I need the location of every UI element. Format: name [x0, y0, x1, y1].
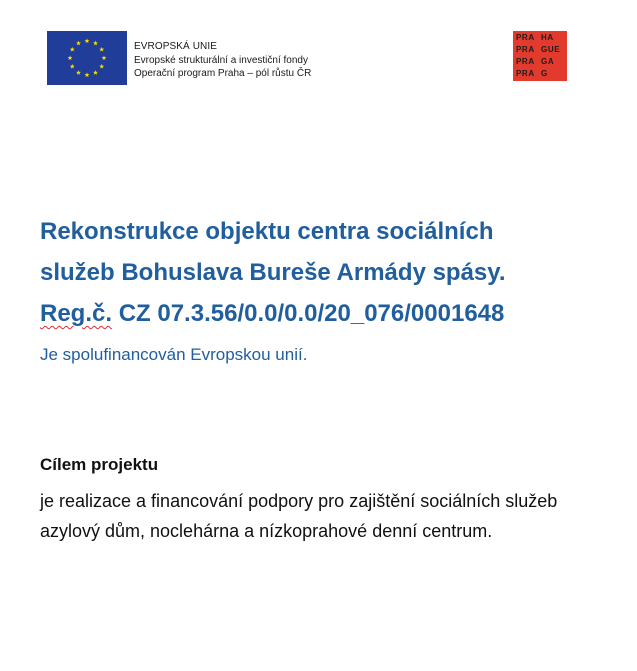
eu-star-icon: [68, 55, 73, 60]
eu-star-icon: [93, 70, 98, 75]
praha-logo-cell: GUE: [541, 45, 561, 54]
eu-star-icon: [70, 47, 75, 52]
eu-star-icon: [70, 64, 75, 69]
headline-line-1: Rekonstrukce objektu centra sociálních: [40, 218, 494, 245]
eu-star-icon: [76, 41, 81, 46]
eu-star-icon: [99, 64, 104, 69]
eu-star-icon: [85, 38, 90, 43]
praha-logo: [513, 31, 567, 81]
reg-prefix: Reg.č.: [40, 300, 113, 327]
eu-flag-icon: [47, 31, 127, 85]
headline-line-2: služeb Bohuslava Bureše Armády spásy.: [40, 259, 506, 286]
eu-star-icon: [102, 55, 107, 60]
project-headline: [40, 211, 610, 334]
praha-logo-row: [513, 68, 567, 80]
goal-description: je realizace a financování podpory pro zajištění sociálních služeb azylový dům, noclehárna a nízkoprahové denní centrum.: [40, 491, 558, 541]
eu-star-icon: [99, 47, 104, 52]
praha-logo-row: [513, 32, 567, 44]
praha-logo-cell: HA: [541, 33, 554, 42]
reg-number: CZ 07.3.56/0.0/0.0/20_076/0001648: [118, 300, 505, 327]
goal-heading: Cílem projektu: [40, 455, 159, 474]
praha-logo-cell: GA: [541, 57, 555, 66]
eu-logo-line2: Evropské strukturální a investiční fondy: [134, 54, 308, 66]
praha-logo-cell: PRA: [516, 57, 535, 66]
praha-logo-cell: G: [541, 69, 548, 78]
registration-line: [40, 293, 610, 334]
praha-logo-cell: PRA: [516, 45, 535, 54]
praha-logo-cell: PRA: [516, 33, 535, 42]
eu-cofinance-note: Je spolufinancován Evropskou unií.: [40, 345, 308, 364]
praha-logo-row: [513, 44, 567, 56]
eu-logo: [47, 31, 320, 87]
praha-logo-row: [513, 56, 567, 68]
eu-logo-line1: EVROPSKÁ UNIE: [134, 41, 217, 52]
eu-star-icon: [85, 72, 90, 77]
eu-logo-line3: Operační program Praha – pól růstu ČR: [134, 68, 312, 79]
praha-logo-cell: PRA: [516, 69, 535, 78]
eu-star-icon: [76, 70, 81, 75]
eu-star-icon: [93, 41, 98, 46]
eu-logo-text: [134, 40, 311, 81]
